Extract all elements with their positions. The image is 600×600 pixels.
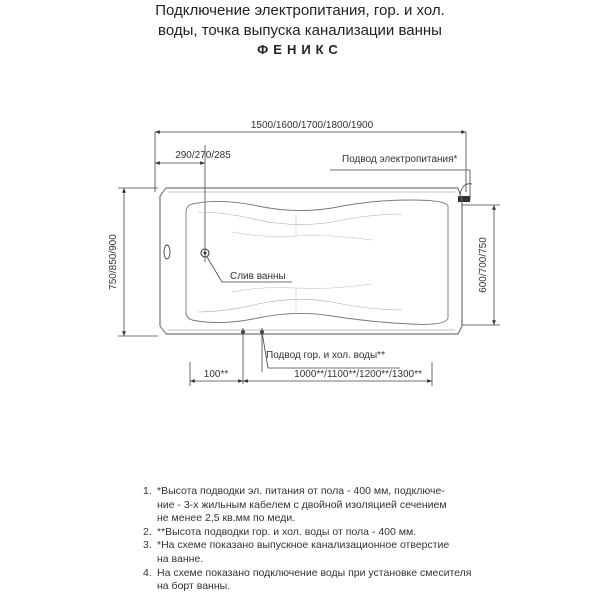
notes-list <box>143 485 593 594</box>
note-1 <box>143 485 593 526</box>
power-label: Подвод электропитания* <box>342 154 458 165</box>
note-line: на борт ванны. <box>157 580 231 593</box>
water-distance-label: 1000**/1100**/1200**/1300** <box>294 369 422 380</box>
note-3 <box>143 539 593 566</box>
note-line: **Высота подводки гор. и хол. воды от пола - 400 мм. <box>157 525 417 538</box>
note-number: 4. <box>143 566 152 579</box>
note-line: *Высота подводки эл. питания от пола - 400 мм, подключе- <box>157 485 445 497</box>
length-label: 1500/1600/1700/1800/1900 <box>250 120 374 131</box>
water-offset-label: 100** <box>203 369 229 380</box>
power-callout <box>330 154 472 202</box>
drain-offset-label: 290/270/285 <box>175 150 231 161</box>
note-line: На схеме показано подключение воды при установке смесителя <box>157 566 472 579</box>
inner-width-label: 600/700/750 <box>478 237 489 293</box>
note-number: 2. <box>143 525 152 538</box>
note-number: 1. <box>143 485 152 497</box>
note-line: *На схеме показано выпускное канализационное отверстие <box>157 539 450 552</box>
drain-label: Слив ванны <box>230 271 286 282</box>
title-line-2: воды, точка выпуска канализации ванны <box>158 22 442 39</box>
overflow-icon <box>164 245 170 259</box>
outer-width-label: 750/850/900 <box>108 234 119 290</box>
note-line: ние - 3-х жильным кабелем с двойной изоляцией сечением <box>157 498 447 511</box>
note-2 <box>143 526 593 540</box>
water-dimensions <box>190 362 432 386</box>
note-4 <box>143 567 593 594</box>
title-model-name: ФЕНИКС <box>257 42 343 57</box>
title-line-1: Подключение электропитания, гор. и хол. <box>155 2 445 19</box>
power-connector-icon <box>458 196 470 202</box>
note-line: на ванне. <box>157 552 204 565</box>
outer-width-dimension <box>108 188 158 336</box>
water-label: Подвод гор. и хол. воды** <box>266 350 385 361</box>
drain-callout <box>207 257 292 282</box>
inner-width-dimension <box>462 205 500 325</box>
note-number: 3. <box>143 539 152 552</box>
note-line: не менее 2,5 кв.мм по меди. <box>157 512 296 525</box>
